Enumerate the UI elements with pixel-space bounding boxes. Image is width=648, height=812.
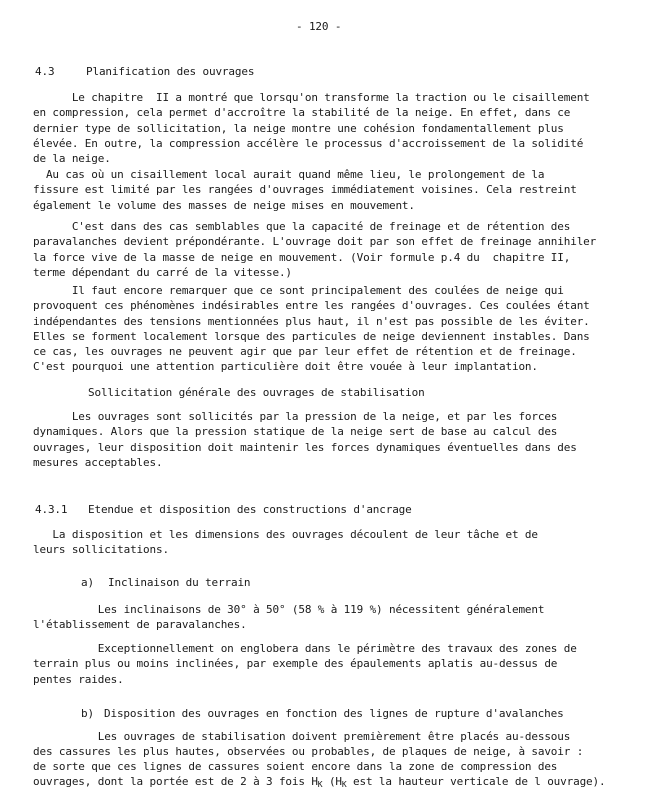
paragraph-1: Le chapitre II a montré que lorsqu'on transforme la traction ou le cisaillement en compression, cela permet d'accroître la stabilité de la neige. En effet, dans ce dernier type de sollicitation, la neige montre une cohésion fondamentallement plus élevée. En outre, la compression accélère le processus d'accroissement de la solidité de la neige. [33, 91, 590, 166]
item-b-line-2: des cassures les plus hautes, observées ou probables, de plaques de neige, à savoir : [33, 745, 584, 758]
item-a-paragraph-2: Exceptionnellement on englobera dans le périmètre des travaux des zones de terrain plus ou moins inclinées, par exemple des épaulements aplatis au-dessus de pentes raides. [33, 642, 577, 686]
item-b-line-3: de sorte que ces lignes de cassures soient encore dans la zone de compression des [33, 760, 558, 773]
item-b-label: b) [81, 707, 94, 720]
subscript-k: K [317, 780, 323, 789]
item-b-line-1: Les ouvrages de stabilisation doivent premièrement être placés au-dessous [33, 730, 571, 743]
page-number: - 120 - [296, 20, 342, 33]
item-b-line-4 [33, 774, 605, 792]
item-a-paragraph-1: Les inclinaisons de 30° à 50° (58 % à 119 %) nécessitent généralement l'établissement de paravalanches. [33, 603, 545, 632]
item-b-line-4-start: ouvrages, dont la portée est de 2 à 3 fois H [33, 775, 318, 788]
sollicitation-text: Les ouvrages sont sollicités par la pression de la neige, et par les forces dynamiques. Alors que la pression statique de la neige sert de base au calcul des ouvrages, leur disposition doit maintenir les forces dynamiques éventuelles dans des mesures acceptables. [33, 410, 577, 469]
paragraph-3: C'est dans des cas semblables que la capacité de freinage et de rétention des paravalanches devient prépondérante. L'ouvrage doit par son effet de freinage annihiler la force vive de la masse de neige en mouvement. (Voir formule p.4 du chapitre II, terme dépendant du carré de la vitesse.) [33, 220, 597, 279]
section-number: 4.3 [35, 65, 55, 78]
item-a-title: Inclinaison du terrain [108, 576, 251, 589]
sollicitation-title: Sollicitation générale des ouvrages de stabilisation [88, 386, 425, 399]
item-b-title: Disposition des ouvrages en fonction des lignes de rupture d'avalanches [104, 707, 564, 720]
item-b-line-4-end: est la hauteur verticale de l ouvrage). [346, 775, 606, 788]
subsection-intro: La disposition et les dimensions des ouvrages découlent de leur tâche et de leurs sollicitations. [33, 528, 538, 557]
subsection-number: 4.3.1 [35, 503, 68, 516]
paragraph-2: Au cas où un cisaillement local aurait quand même lieu, le prolongement de la fissure est limité par les rangées d'ouvrages immédiatement voisines. Cela restreint également le volume des masses de neige mises en mouvement. [33, 168, 577, 212]
subsection-title: Etendue et disposition des constructions d'ancrage [88, 503, 412, 516]
item-b-line-4-mid: (H [322, 775, 342, 788]
paragraph-4: Il faut encore remarquer que ce sont principalement des coulées de neige qui provoquent ces phénomènes indésirables entre les rangées d'ouvrages. Ces coulées étant indépendantes des tensions mentionnées plus haut, il n'est pas possible de les éviter. Elles se forment localement lorsque des particules de neige deviennent instables. Dans ce cas, les ouvrages ne peuvent agir que par leur effet de rétention et de freinage. C'est pourquoi une attention particulière doit être vouée à leur implantation. [33, 284, 590, 374]
subscript-k: K [341, 780, 347, 789]
section-title: Planification des ouvrages [86, 65, 255, 78]
item-a-label: a) [81, 576, 94, 589]
